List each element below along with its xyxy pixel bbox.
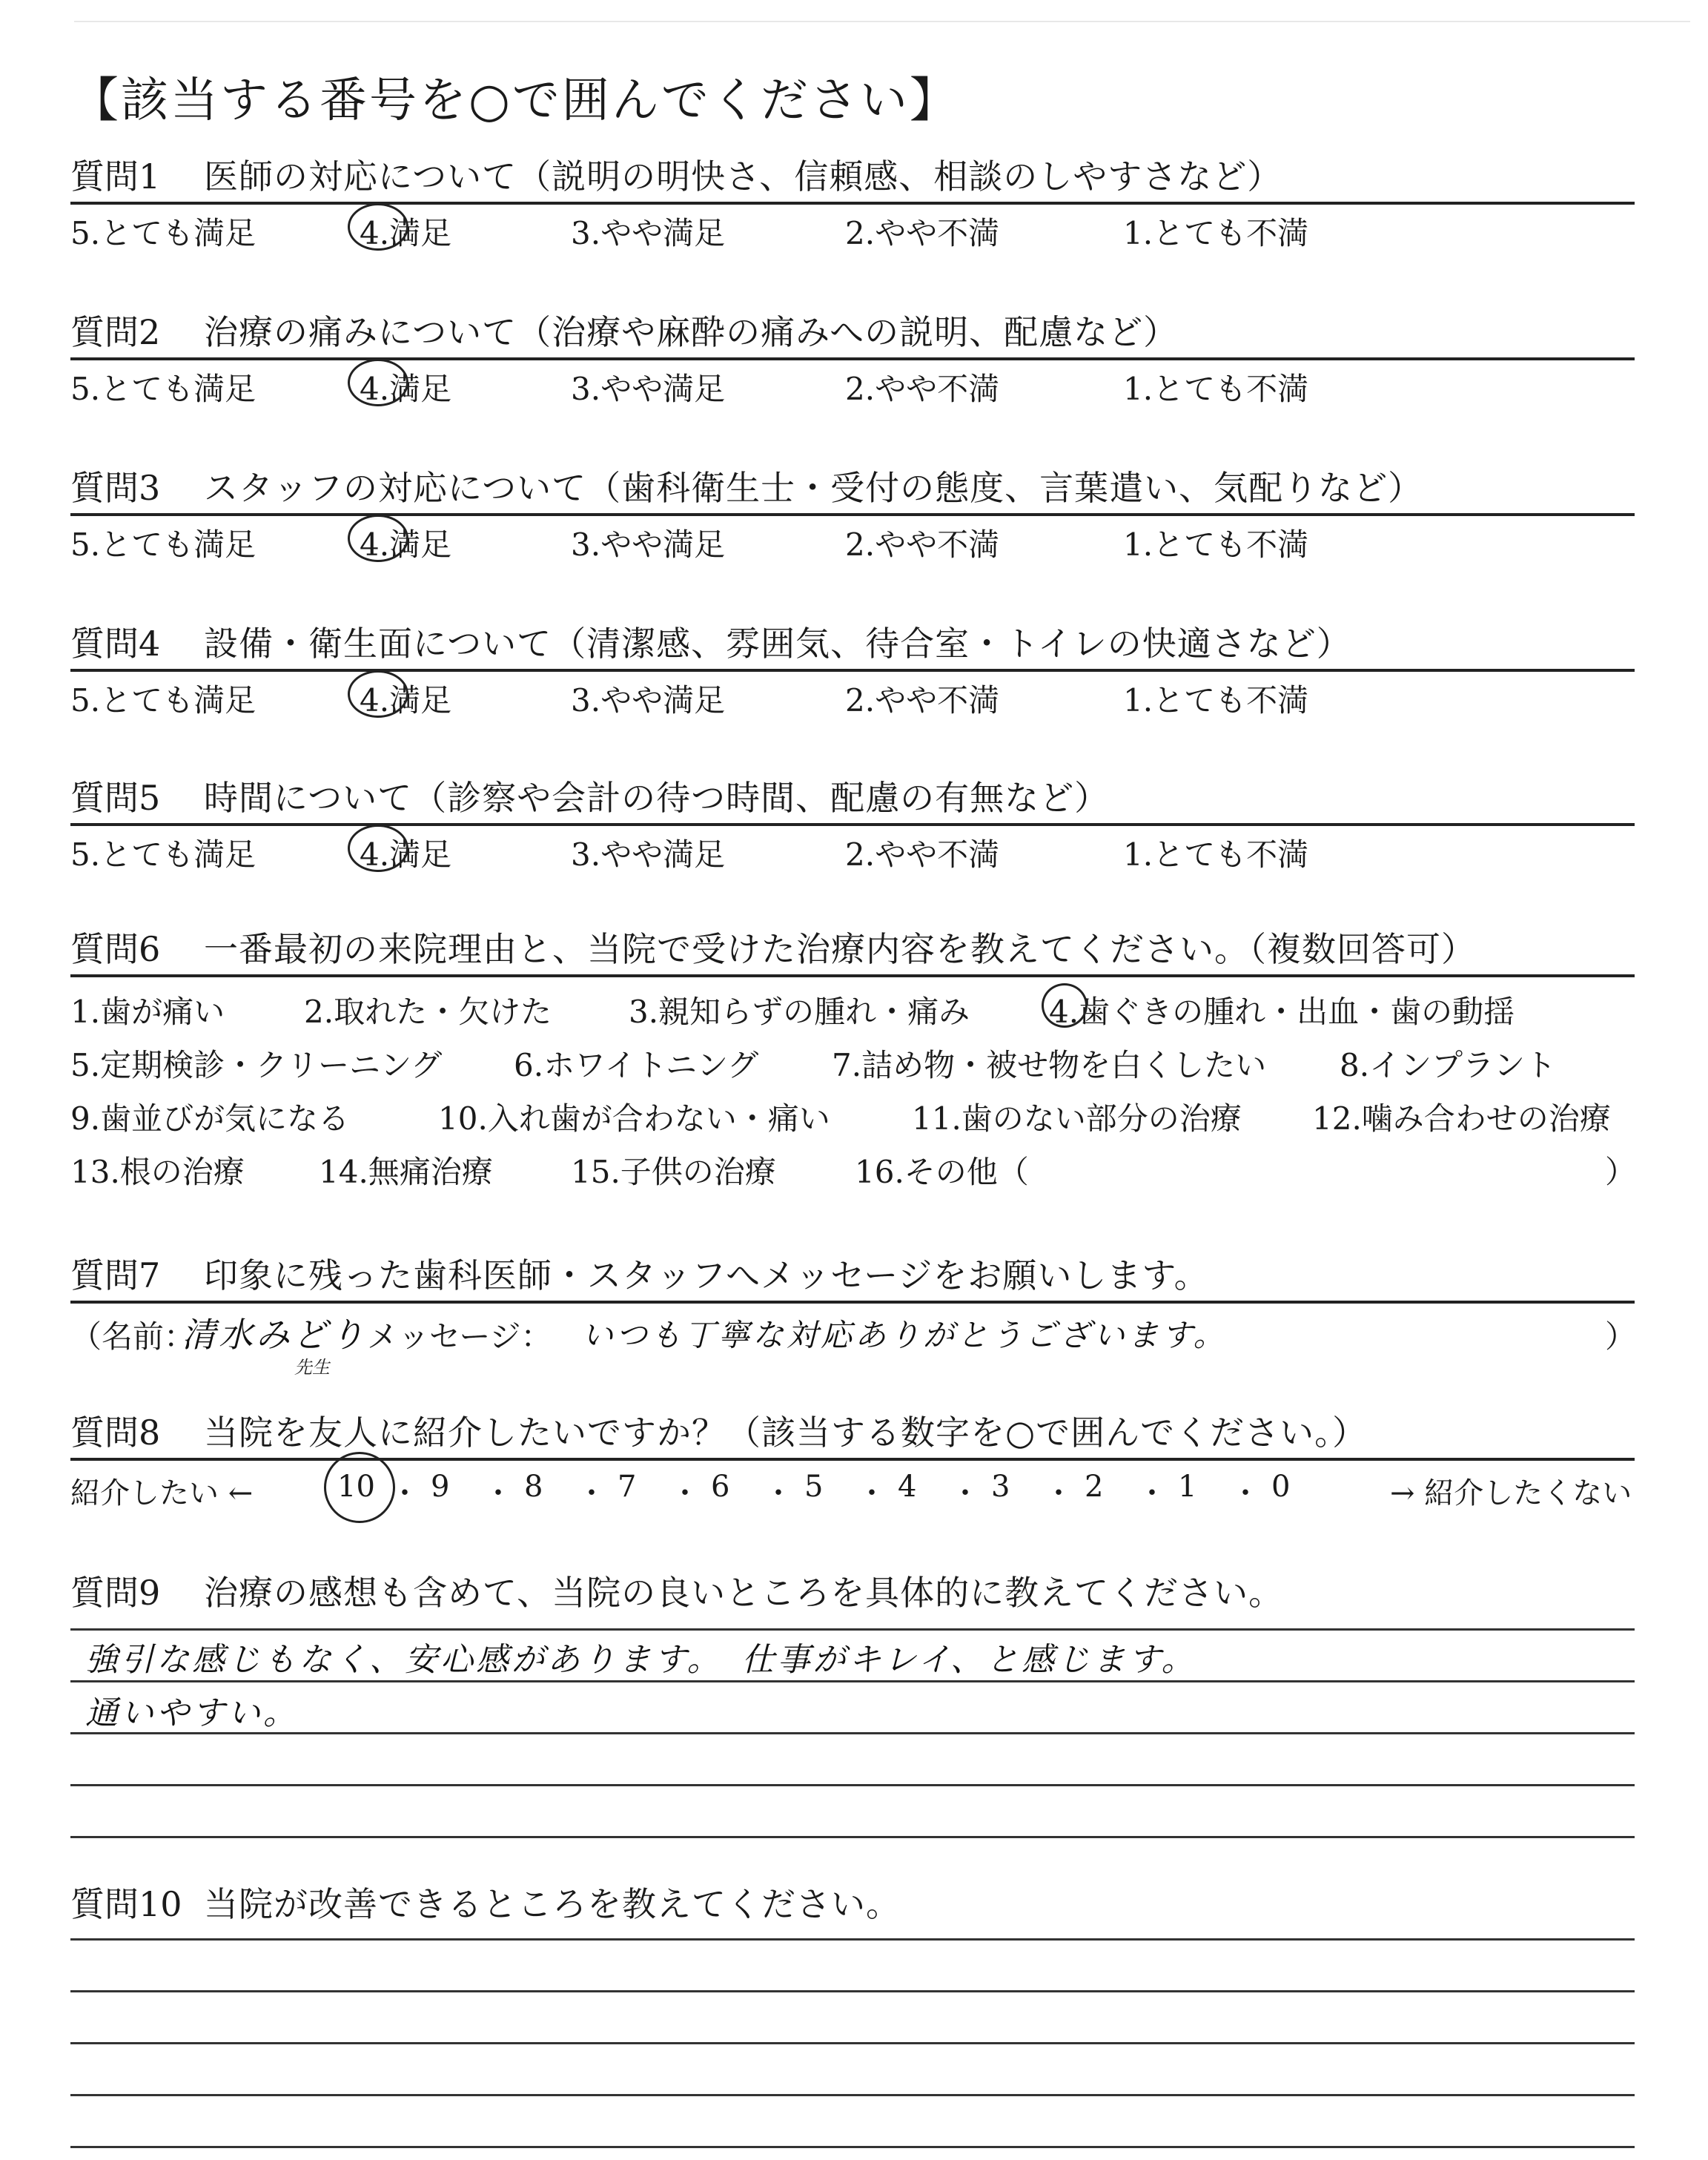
rating-option-selected[interactable] — [360, 830, 451, 875]
scale-value-selected[interactable] — [337, 1470, 375, 1504]
selection-circle — [324, 1452, 395, 1523]
rating-option-label: 2.やや不満 — [845, 215, 1000, 251]
scan-edge-line — [74, 21, 1690, 22]
scale-value-label: 0 — [1271, 1470, 1291, 1504]
rating-option-label: 2.やや不満 — [845, 371, 1000, 407]
scale-value[interactable] — [1178, 1470, 1196, 1504]
answer-line — [70, 2094, 1635, 2096]
question-header — [70, 1866, 1635, 1929]
answer-line — [70, 1784, 1635, 1786]
rating-option-label: 3.やや満足 — [571, 526, 726, 563]
reason-option[interactable]: 9.歯並びが気になる — [70, 1100, 350, 1137]
reason-option[interactable]: 14.無痛治療 — [319, 1154, 493, 1190]
reason-option-other[interactable]: 16.その他（ — [855, 1154, 1029, 1190]
selection-circle — [348, 515, 408, 562]
scale-value-label: 3 — [991, 1470, 1010, 1504]
rating-options — [70, 516, 1635, 564]
scale-value-label: 4 — [898, 1470, 917, 1504]
rating-option[interactable] — [1123, 521, 1308, 565]
rating-option[interactable] — [70, 830, 256, 875]
selection-circle — [348, 825, 408, 872]
scale-separator: ・ — [764, 1476, 793, 1510]
question-text: 一番最初の来院理由と、当院で受けた治療内容を教えてください。（複数回答可） — [204, 929, 1476, 969]
rating-option-label: 4.満足 — [360, 682, 452, 719]
selection-circle — [348, 203, 408, 251]
answer-text-line-1[interactable]: 強引な感じもなく、安心感があります。 仕事がキレイ、と感じます。 — [85, 1641, 1197, 1679]
question-text: 時間について（診察や会計の待つ時間、配慮の有無など） — [204, 778, 1110, 818]
scale-separator: ・ — [670, 1476, 700, 1510]
reason-option[interactable]: 5.定期検診・クリーニング — [70, 1047, 443, 1083]
close-paren: ） — [1605, 1318, 1637, 1355]
scale-value[interactable] — [804, 1470, 823, 1504]
selection-circle — [348, 359, 408, 406]
question-text: 印象に残った歯科医師・スタッフへメッセージをお願いします。 — [204, 1255, 1209, 1295]
reason-option[interactable]: 7.詰め物・被せ物を白くしたい — [832, 1047, 1267, 1083]
page-title: 【該当する番号を○で囲んでください】 — [71, 73, 959, 128]
rating-options — [70, 672, 1635, 719]
rating-option-label: 1.とても不満 — [1123, 371, 1309, 407]
scale-value[interactable] — [1085, 1470, 1103, 1504]
answer-line — [70, 1628, 1635, 1631]
rating-option[interactable] — [1123, 365, 1308, 409]
question-number: 質問7 — [70, 1255, 161, 1295]
rating-option-label: 1.とても不満 — [1123, 836, 1309, 873]
rating-option-selected[interactable] — [360, 521, 451, 565]
name-note: 先生 — [294, 1357, 330, 1378]
scale-left-label: 紹介したい ← — [70, 1476, 254, 1510]
scale-separator: ・ — [390, 1476, 420, 1510]
rating-option-label: 2.やや不満 — [845, 526, 1000, 563]
answer-text-line-2[interactable]: 通いやすい。 — [85, 1694, 299, 1732]
rating-option[interactable] — [571, 676, 725, 721]
question-number: 質問6 — [70, 929, 161, 969]
rating-option[interactable] — [571, 521, 725, 565]
rating-option[interactable] — [845, 365, 999, 409]
rating-option-label: 4.満足 — [360, 526, 452, 563]
rating-option-selected[interactable] — [360, 209, 451, 254]
question-header — [70, 1394, 1635, 1461]
rating-option-selected[interactable] — [360, 676, 451, 721]
reason-option-label: 4.歯ぐきの腫れ・出血・歯の動揺 — [1049, 994, 1515, 1030]
question-10 — [70, 1866, 1635, 1929]
question-header — [70, 449, 1635, 516]
name-label: （名前： — [70, 1318, 196, 1355]
rating-option-label: 1.とても不満 — [1123, 215, 1309, 251]
scale-value[interactable] — [1271, 1470, 1290, 1504]
question-number: 質問2 — [70, 312, 161, 352]
answer-line — [70, 1990, 1635, 1992]
rating-option-label: 5.とても満足 — [70, 371, 256, 407]
reason-option[interactable]: 8.インプラント — [1340, 1047, 1557, 1083]
rating-option[interactable] — [1123, 830, 1308, 875]
question-text: 治療の感想も含めて、当院の良いところを具体的に教えてください。 — [204, 1573, 1284, 1613]
question-header — [70, 605, 1635, 672]
question-number: 質問5 — [70, 778, 161, 818]
rating-option[interactable] — [70, 676, 256, 721]
scale-value-label: 8 — [524, 1470, 543, 1504]
scale-separator: ・ — [483, 1476, 513, 1510]
scale-value-label: 1 — [1178, 1470, 1197, 1504]
rating-option-label: 4.満足 — [360, 371, 452, 407]
rating-option-label: 4.満足 — [360, 836, 452, 873]
question-text: 当院を友人に紹介したいですか？（該当する数字を○で囲んでください。） — [204, 1413, 1368, 1453]
reason-option[interactable]: 1.歯が痛い — [70, 994, 225, 1030]
reason-option[interactable]: 15.子供の治療 — [571, 1154, 776, 1190]
answer-line — [70, 2042, 1635, 2044]
question-header — [70, 759, 1635, 826]
reason-option[interactable]: 13.根の治療 — [70, 1154, 245, 1190]
rating-option[interactable] — [70, 521, 256, 565]
rating-option[interactable] — [70, 365, 256, 409]
question-header — [70, 138, 1635, 205]
rating-option-label: 1.とても不満 — [1123, 682, 1309, 719]
reason-option[interactable]: 6.ホワイトニング — [514, 1047, 759, 1083]
scale-value-label: 10 — [337, 1470, 375, 1504]
answer-line — [70, 1732, 1635, 1734]
rating-option-label: 5.とても満足 — [70, 836, 256, 873]
rating-option-label: 5.とても満足 — [70, 526, 256, 563]
scale-separator: ・ — [857, 1476, 887, 1510]
question-text: 治療の痛みについて（治療や麻酔の痛みへの説明、配慮など） — [204, 312, 1179, 352]
message-row — [70, 1304, 1635, 1385]
answer-line — [70, 1938, 1635, 1941]
scale-value[interactable] — [991, 1470, 1010, 1504]
scale-value-label: 2 — [1085, 1470, 1104, 1504]
question-number: 質問1 — [70, 156, 161, 196]
rating-options — [70, 360, 1635, 408]
rating-option[interactable] — [845, 521, 999, 565]
scale-separator: ・ — [1231, 1476, 1260, 1510]
rating-option-label: 1.とても不満 — [1123, 526, 1309, 563]
question-text: スタッフの対応について（歯科衛生士・受付の態度、言葉遣い、気配りなど） — [204, 468, 1423, 508]
rating-options — [70, 826, 1635, 873]
reason-option[interactable]: 2.取れた・欠けた — [304, 994, 552, 1030]
scale-value-label: 6 — [711, 1470, 730, 1504]
reason-option-selected[interactable] — [1049, 988, 1515, 1032]
question-header — [70, 294, 1635, 360]
scale-value[interactable] — [618, 1470, 636, 1504]
rating-options — [70, 205, 1635, 252]
question-text: 当院が改善できるところを教えてください。 — [204, 1884, 901, 1924]
scale-separator: ・ — [1137, 1476, 1167, 1510]
rating-option[interactable] — [845, 676, 999, 721]
answer-line — [70, 2146, 1635, 2148]
question-2 — [70, 294, 1635, 408]
rating-option[interactable] — [1123, 209, 1308, 254]
question-1 — [70, 138, 1635, 252]
reason-option[interactable]: 12.噛み合わせの治療 — [1312, 1100, 1611, 1137]
message-value[interactable]: いつも丁寧な対応ありがとうございます。 — [582, 1317, 1228, 1353]
rating-option[interactable] — [845, 209, 999, 254]
answer-line — [70, 1836, 1635, 1838]
scale-separator: ・ — [577, 1476, 606, 1510]
question-number: 質問4 — [70, 624, 161, 664]
question-number: 質問3 — [70, 468, 161, 508]
rating-option[interactable] — [571, 830, 725, 875]
rating-option-label: 3.やや満足 — [571, 215, 726, 251]
rating-option[interactable] — [70, 209, 256, 254]
rating-option-selected[interactable] — [360, 365, 451, 409]
scale-value-label: 7 — [618, 1470, 637, 1504]
question-text: 医師の対応について（説明の明快さ、信頼感、相談のしやすさなど） — [204, 156, 1282, 196]
reason-option[interactable]: 3.親知らずの腫れ・痛み — [629, 994, 970, 1030]
scale-value-label: 9 — [431, 1470, 450, 1504]
question-7 — [70, 1237, 1635, 1385]
question-text: 設備・衛生面について（清潔感、雰囲気、待合室・トイレの快適さなど） — [204, 624, 1351, 664]
rating-option[interactable] — [571, 365, 725, 409]
answer-line — [70, 1680, 1635, 1682]
scale-value[interactable] — [431, 1470, 449, 1504]
rating-option-label: 2.やや不満 — [845, 682, 1000, 719]
selection-circle — [1042, 983, 1088, 1028]
rating-option[interactable] — [571, 209, 725, 254]
rating-option-label: 3.やや満足 — [571, 682, 726, 719]
rating-option-label: 4.満足 — [360, 215, 452, 251]
rating-option-label: 3.やや満足 — [571, 836, 726, 873]
name-value[interactable]: 清水みどり — [182, 1315, 367, 1355]
question-number: 質問9 — [70, 1573, 161, 1613]
scale-value-label: 5 — [804, 1470, 824, 1504]
question-8 — [70, 1394, 1635, 1520]
question-5 — [70, 759, 1635, 873]
selection-circle — [348, 670, 408, 718]
question-3 — [70, 449, 1635, 564]
question-4 — [70, 605, 1635, 719]
question-header — [70, 911, 1635, 977]
message-label: メッセージ： — [367, 1318, 552, 1355]
question-9 — [70, 1554, 1635, 1618]
rating-option-label: 5.とても満足 — [70, 215, 256, 251]
question-header — [70, 1237, 1635, 1304]
reason-option[interactable]: 10.入れ歯が合わない・痛い — [438, 1100, 830, 1137]
scale-separator: ・ — [950, 1476, 980, 1510]
scale-value[interactable] — [898, 1470, 916, 1504]
scale-value[interactable] — [524, 1470, 543, 1504]
close-paren: ） — [1605, 1154, 1637, 1190]
scale-value[interactable] — [711, 1470, 729, 1504]
reason-option[interactable]: 11.歯のない部分の治療 — [912, 1100, 1242, 1137]
recommend-scale — [70, 1461, 1635, 1520]
rating-option[interactable] — [845, 830, 999, 875]
question-number: 質問8 — [70, 1413, 161, 1453]
question-header — [70, 1554, 1635, 1618]
scale-separator: ・ — [1044, 1476, 1073, 1510]
reason-options — [70, 977, 1635, 1200]
rating-option-label: 5.とても満足 — [70, 682, 256, 719]
question-number: 質問10 — [70, 1884, 182, 1924]
rating-option[interactable] — [1123, 676, 1308, 721]
rating-option-label: 2.やや不満 — [845, 836, 1000, 873]
question-6 — [70, 911, 1635, 1200]
scale-right-label: → 紹介したくない — [1390, 1476, 1632, 1510]
rating-option-label: 3.やや満足 — [571, 371, 726, 407]
